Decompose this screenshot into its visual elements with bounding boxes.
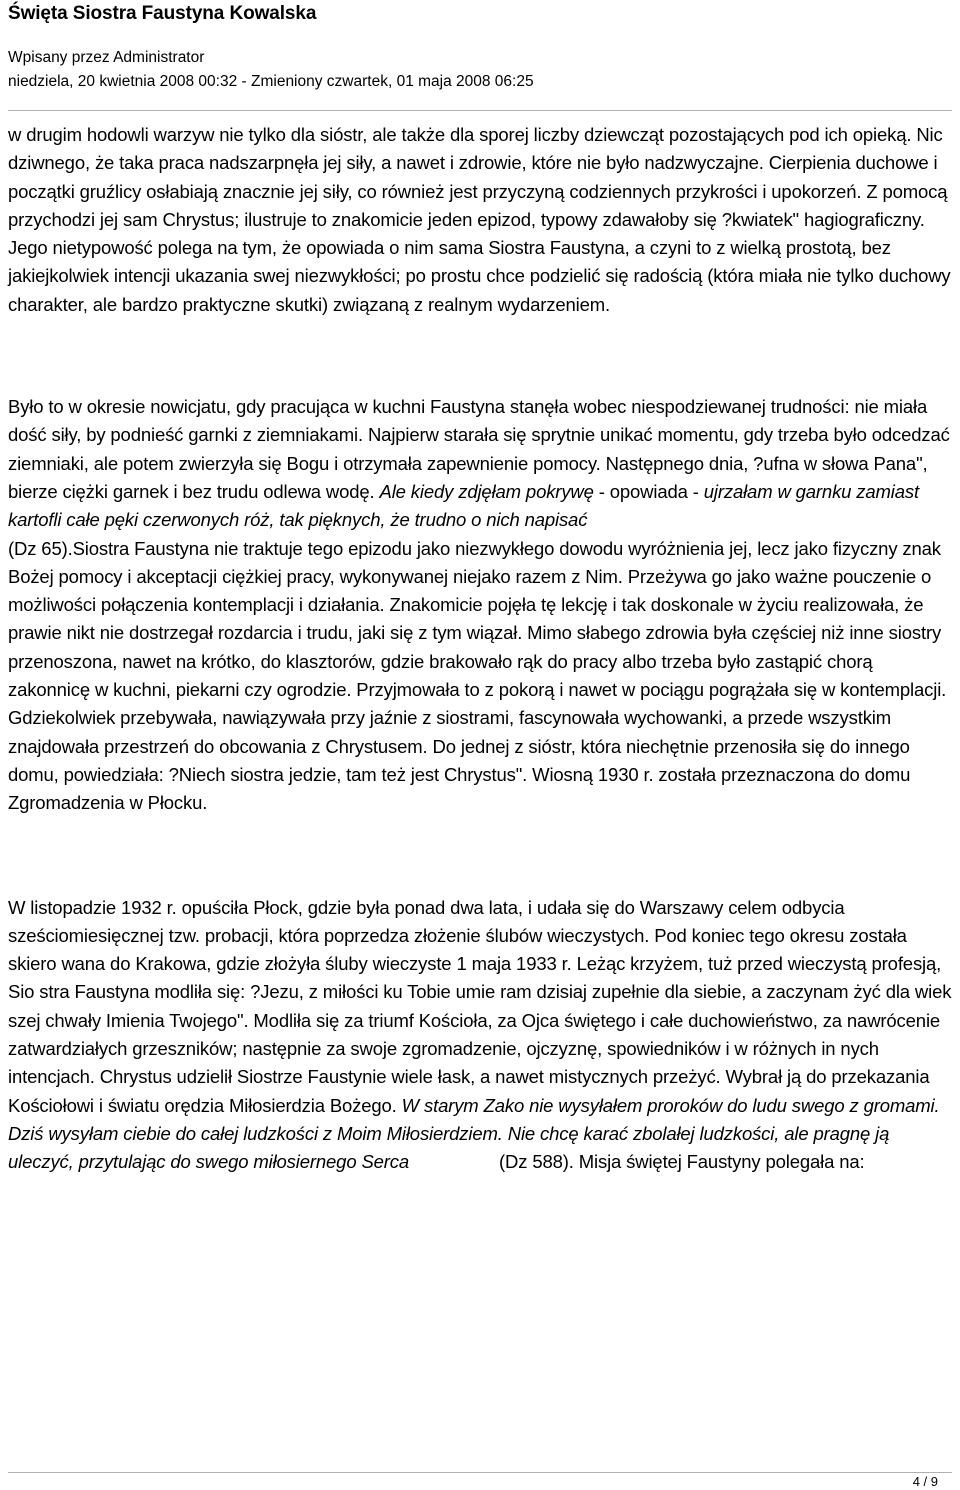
- page-number: 4 / 9: [912, 1474, 938, 1489]
- paragraph-2-between: - opowiada -: [593, 480, 704, 502]
- paragraph-2-rest: (Dz 65).Siostra Faustyna nie traktuje tego epizodu jako niezwykłego dowodu wyróżnienia jej, lecz jako fizyczny znak Bożej pomocy i akceptacji ciężkiej pracy, wykonywanej niejako razem z Nim. Przeżywa go jako ważne pouczenie o możliwości połączenia kontemplacji i działania. Znakomicie pojęła tę lekcję i tak doskonale w życiu realizowała, że prawie nikt nie dostrzegał rozdarcia i trudu, jaki się z tym wiązał. Mimo słabego zdrowia była częściej niż inne siostry przenoszona, nawet na krótko, do klasztorów, gdzie brakowało rąk do pracy albo trzeba było zastąpić chorą zakonnicę w kuchni, piekarni czy ogrodzie. Przyjmowała to z pokorą i nawet w pociągu pogrążała się w kontemplacji. Gdziekolwiek przebywała, nawiązywała przy jaźnie z siostrami, fascynowała wychowanki, a przede wszystkim znajdowała przestrzeń do obcowania z Chrystusem. Do jednej z sióstr, która niechętnie przenosiła się do innego domu, powiedziała: ?Niech siostra jedzie, tam też jest Chrystus". Wiosną 1930 r. została przeznaczona do domu Zgromadzenia w Płocku.: [8, 537, 947, 814]
- article-title: Święta Siostra Faustyna Kowalska: [8, 3, 317, 24]
- paragraph-3-intro: W listopadzie 1932 r. opuściła Płock, gdzie była ponad dwa lata, i udała się do Warszawy celem odbycia sześciomiesięcznej tzw. probacji, która poprzedza złożenie ślubów wieczystych. Pod koniec tego okresu została skiero wana do Krakowa, gdzie złożyła śluby wieczyste 1 maja 1933 r. Leżąc krzyżem, tuż przed wieczystą profesją, Sio stra Faustyna modliła się: ?Jezu, z miłości ku Tobie umie ram dzisiaj zupełnie dla siebie, a zaczynam żyć dla wiek szej chwały Imienia Twojego". Modliła się za triumf Kościoła, za Ojca świętego i całe duchowieństwo, za nawrócenie zatwardziałych grzeszników; następnie za swoje zgromadzenie, ojczyznę, spowiedników i w różnych in nych intencjach. Chrystus udzielił Siostrze Faustynie wiele łask, a nawet mistycznych przeżyć. Wybrał ją do przekazania Kościołowi i światu orędzia Miłosierdzia Bożego.: [8, 896, 952, 1116]
- article-meta: [8, 46, 952, 94]
- quote-italic-1: Ale kiedy zdjęłam pokrywę: [379, 480, 594, 502]
- paragraph-2-intro: Było to w okresie nowicjatu, gdy pracująca w kuchni Faustyna stanęła wobec niespodziewanej trudności: nie miała dość siły, by podnieść garnki z ziemniakami. Najpierw starała się sprytnie unikać momentu, gdy trzeba było odcedzać ziemniaki, ale potem zwierzyła się Bogu i otrzymała zapewnienie pomocy. Następnego dnia, ?ufna w słowa Pana", bierze ciężki garnek i bez trudu odlewa wodę.: [8, 396, 950, 502]
- quote-italic-2: ujrzałam w garnku zamiast kartofli całe pęki czerwonych róż, tak pięknych, że trudno o nich napisać: [8, 480, 919, 531]
- author-line: Wpisany przez Administrator: [8, 49, 205, 66]
- paragraph-3-rest: (Dz 588). Misja świętej Faustyny polegała na:: [499, 1151, 865, 1173]
- dates-line: niedziela, 20 kwietnia 2008 00:32 - Zmieniony czwartek, 01 maja 2008 06:25: [8, 73, 534, 90]
- quote-italic-3: W starym Zako nie wysyłałem proroków do ludu swego z gromami. Dziś wysyłam ciebie do całej ludzkości z Moim Miłosierdziem. Nie chcę karać zbolałej ludzkości, ale pragnę ją uleczyć, przytulając do swego miłosiernego Serca: [8, 1094, 940, 1173]
- footer-divider: [8, 1472, 952, 1473]
- document-page: [8, 0, 952, 1177]
- paragraph-3: [8, 894, 952, 1177]
- paragraph-2: [8, 393, 952, 817]
- paragraph-1: w drugim hodowli warzyw nie tylko dla sióstr, ale także dla sporej liczby dziewcząt pozostających pod ich opieką. Nic dziwnego, że taka praca nadszarpnęła jej siły, a nawet i zdrowie, które nie było nadzwyczajne. Cierpienia duchowe i początki gruźlicy osłabiają znacznie jej siły, co również jest przyczyną codziennych przykrości i upokorzeń. Z pomocą przychodzi jej sam Chrystus; ilustruje to znakomicie jeden epizod, typowy zdawałoby się ?kwiatek" hagiograficzny. Jego nietypowość polega na tym, że opowiada o nim sama Siostra Faustyna, a czyni to z wielką prostotą, bez jakiejkolwiek intencji ukazania swej niezwykłości; po prostu chce podzielić się radością (która miała nie tylko duchowy charakter, ale bardzo praktyczne skutki) związaną z realnym wydarzeniem.: [8, 124, 951, 315]
- header-divider: [8, 110, 952, 111]
